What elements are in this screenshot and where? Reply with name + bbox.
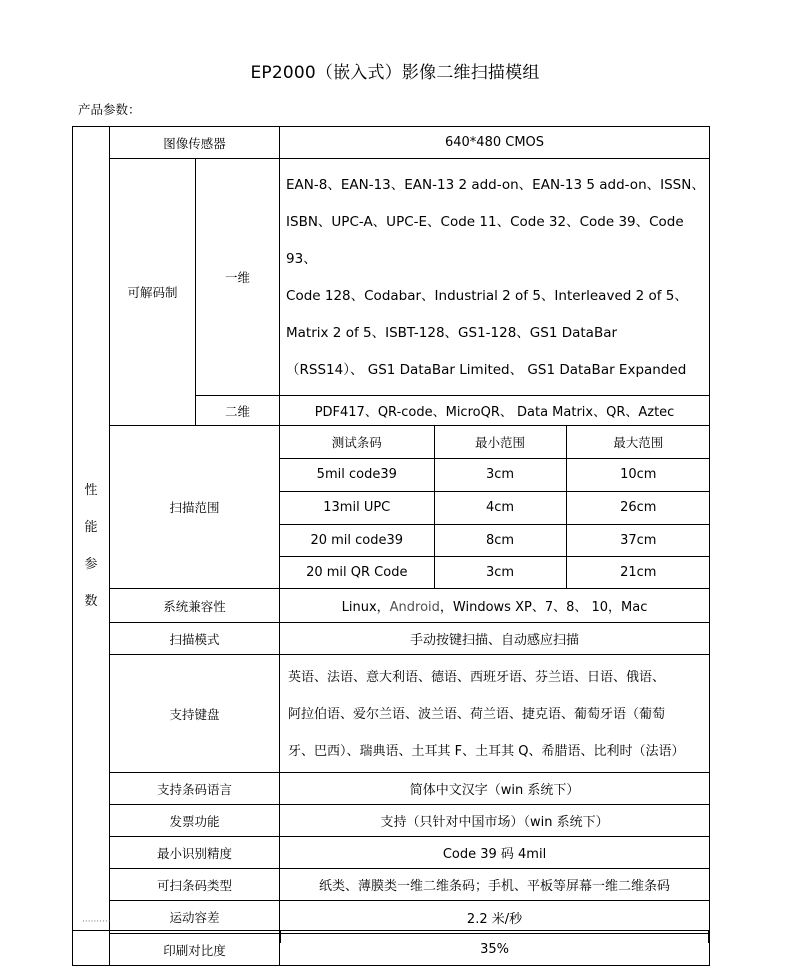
one-d-line-3: Code 128、Codabar、Industrial 2 of 5、Interleaved 2 of 5、 [286,288,688,304]
table-row [280,524,710,556]
row-scan-range [73,426,710,589]
row-scan-mode [73,623,710,655]
scan-range-header-row [280,426,710,458]
next-page-table-edge [72,930,709,943]
footer-stamp: ·········· [82,917,111,927]
row-decodable-1d [73,159,710,396]
keyboard-line-1: 英语、法语、意大利语、德语、西班牙语、芬兰语、日语、俄语、 [288,670,666,685]
decodable-label: 可解码制 [110,159,196,426]
keyboard-label: 支持键盘 [110,655,280,773]
scan-range-cell [280,426,710,589]
compat-label: 系统兼容性 [110,589,280,623]
scan-barcode-cell: 20 mil QR Code [280,556,434,588]
one-d-label: 一维 [196,159,280,396]
one-d-line-2: ISBN、UPC-A、UPC-E、Code 11、Code 32、Code 39、Code 93、 [286,214,684,267]
one-d-line-1: EAN-8、EAN-13、EAN-13 2 add-on、EAN-13 5 add-on、ISSN、 [286,177,705,193]
compat-value [280,589,710,623]
scan-max-cell: 10cm [566,458,710,491]
table-row [280,556,710,588]
scan-range-label: 扫描范围 [110,426,280,589]
scan-min-cell: 8cm [434,524,566,556]
row-invoice [73,805,710,837]
types-label: 可扫条码类型 [110,869,280,901]
one-d-symbologies [280,159,710,396]
keyboard-line-3: 牙、巴西）、瑞典语、土耳其 F、土耳其 Q、希腊语、比利时（法语） [288,744,685,759]
table-row [280,491,710,524]
one-d-line-5: （RSS14）、 GS1 DataBar Limited、 GS1 DataBar Expanded [286,362,687,378]
contrast-value: 35% [280,934,710,966]
header-min-range: 最小范围 [434,426,566,458]
two-d-label: 二维 [196,396,280,426]
section-subtitle: 产品参数： [78,102,141,117]
invoice-label: 发票功能 [110,805,280,837]
table-edge-mid [280,931,281,943]
scan-max-cell: 26cm [566,491,710,524]
keyboard-line-2: 阿拉伯语、爱尔兰语、波兰语、荷兰语、捷克语、葡萄牙语（葡萄 [288,707,666,722]
row-compat [73,589,710,623]
one-d-line-4: Matrix 2 of 5、ISBT-128、GS1-128、GS1 DataBar [286,325,618,341]
scan-barcode-cell: 5mil code39 [280,458,434,491]
scan-barcode-cell: 20 mil code39 [280,524,434,556]
row-barcode-lang [73,773,710,805]
compat-part-linux: Linux， [341,600,390,615]
precision-label: 最小识别精度 [110,837,280,869]
table-edge-left [72,931,73,943]
compat-part-android: Android [389,600,440,615]
row-precision [73,837,710,869]
image-sensor-value: 640*480 CMOS [280,127,710,159]
row-motion [73,901,710,934]
header-max-range: 最大范围 [566,426,710,458]
scan-range-table [280,426,710,588]
side-label-performance [73,127,110,966]
scan-mode-value: 手动按键扫描、自动感应扫描 [280,623,710,655]
header-test-barcode: 测试条码 [280,426,434,458]
image-sensor-label: 图像传感器 [110,127,280,159]
row-image-sensor [73,127,710,159]
scan-max-cell: 21cm [566,556,710,588]
scan-min-cell: 3cm [434,556,566,588]
scan-min-cell: 4cm [434,491,566,524]
side-char-2: 能 [84,520,98,535]
compat-part-windows: ，Windows XP、7、8、 10，Mac [439,600,648,615]
table-edge-right [708,931,709,943]
contrast-label: 印刷对比度 [110,934,280,966]
precision-value: Code 39 码 4mil [280,837,710,869]
side-char-4: 数 [84,594,98,609]
scan-mode-label: 扫描模式 [110,623,280,655]
barcode-lang-value: 简体中文汉字（win 系统下） [280,773,710,805]
document-title: EP2000（嵌入式）影像二维扫描模组 [250,63,540,83]
motion-value: 2.2 米/秒 [280,901,710,934]
spec-table [72,126,710,966]
row-keyboard [73,655,710,773]
scan-max-cell: 37cm [566,524,710,556]
barcode-lang-label: 支持条码语言 [110,773,280,805]
scan-min-cell: 3cm [434,458,566,491]
scan-barcode-cell: 13mil UPC [280,491,434,524]
invoice-value: 支持（只针对中国市场）（win 系统下） [280,805,710,837]
keyboard-value [280,655,710,773]
motion-label: 运动容差 [110,901,280,934]
row-types [73,869,710,901]
table-row [280,458,710,491]
types-value: 纸类、薄膜类一维二维条码；手机、平板等屏幕一维二维条码 [280,869,710,901]
side-char-1: 性 [84,483,98,498]
side-char-3: 参 [84,557,98,572]
two-d-symbologies: PDF417、QR-code、MicroQR、 Data Matrix、QR、Aztec [280,396,710,426]
